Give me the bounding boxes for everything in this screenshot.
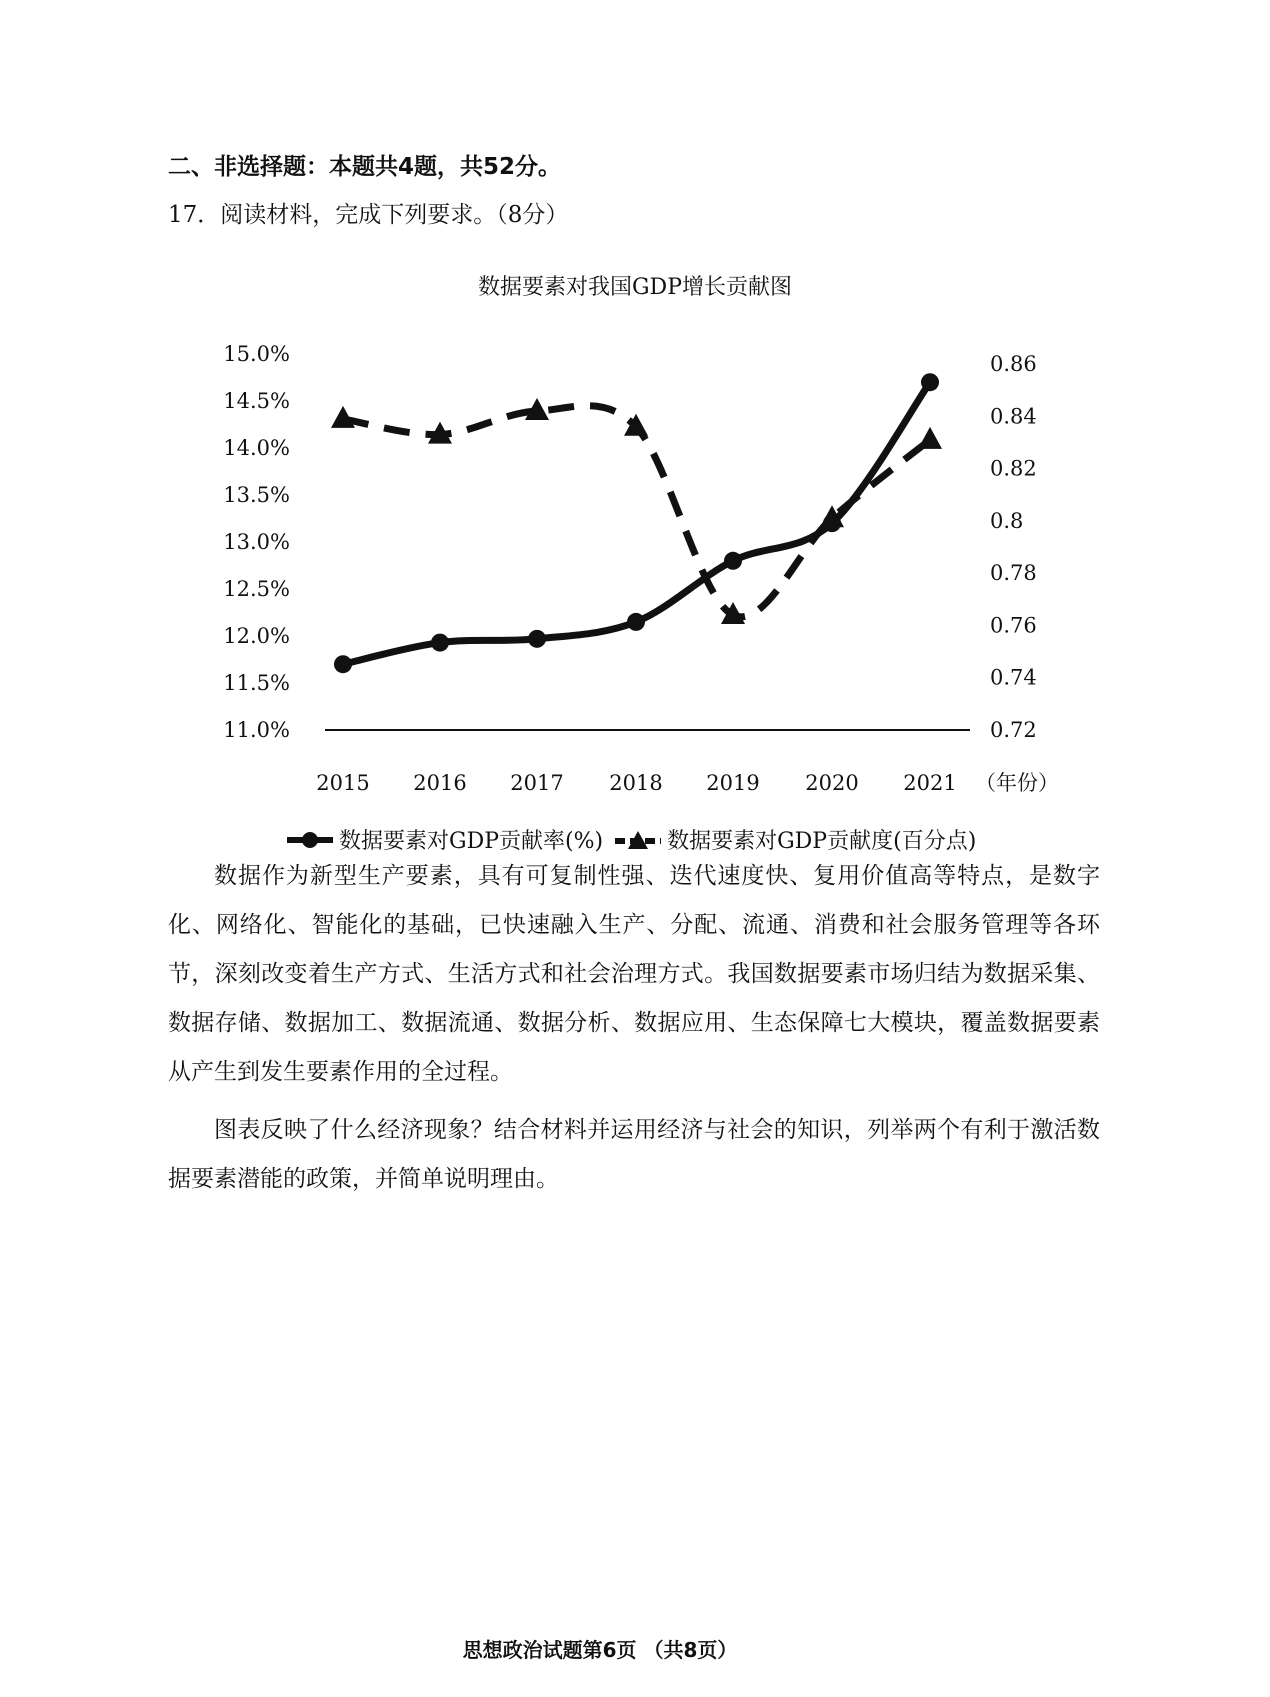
question-paragraph: 图表反映了什么经济现象？结合材料并运用经济与社会的知识，列举两个有利于激活数据要素潜能的政策，并简单说明理由。 [168,1117,1100,1192]
section-heading: 二、非选择题：本题共4题，共52分。 [168,154,562,180]
left-axis-tick-label: 11.5% [223,671,290,695]
left-axis-tick-label: 12.5% [223,577,290,601]
right-axis-tick-label: 0.78 [990,561,1037,586]
data-point-degree [918,427,942,449]
legend-item-rate [285,824,603,855]
data-point-rate [431,634,449,652]
x-axis-tick-label: 2018 [609,771,663,795]
data-point-rate [823,514,841,532]
left-axis-tick-label: 14.5% [223,389,290,413]
x-axis-tick-label: 2019 [706,771,760,795]
right-axis-tick-label: 0.74 [990,665,1037,690]
right-axis-tick-label: 0.84 [990,404,1037,429]
right-axis-tick-label: 0.72 [990,718,1037,742]
legend-label-degree: 数据要素对GDP贡献度(百分点) [667,829,977,854]
left-axis-tick-label: 11.0% [223,718,290,742]
x-axis-tick-label: 2020 [805,771,859,795]
data-point-degree [624,414,648,436]
data-point-rate [627,613,645,631]
data-point-rate [334,655,352,673]
right-axis-tick-label: 0.76 [990,613,1037,638]
legend-dashed-triangle-icon [613,829,663,851]
data-point-rate [528,630,546,648]
x-axis-tick-label: 2021 [903,771,957,795]
left-axis-tick-label: 13.0% [223,530,290,554]
left-axis-tick-label: 13.5% [223,483,290,507]
legend-label-rate: 数据要素对GDP贡献率(%) [339,829,604,854]
question-prompt: 17．阅读材料，完成下列要求。（8分） [168,202,569,228]
page-footer: 思想政治试题第6页 （共8页） [462,1638,738,1662]
data-point-degree [331,406,355,428]
x-axis-tick-label: 2017 [510,771,564,795]
x-axis-tick-label: 2015 [316,771,370,795]
right-axis-tick-label: 0.8 [990,508,1024,533]
chart-legend [285,824,986,855]
data-point-rate [724,552,742,570]
left-axis-tick-label: 12.0% [223,624,290,648]
chart [0,0,1200,795]
x-axis-unit-label: （年份） [975,771,1059,795]
right-axis-tick-label: 0.82 [990,456,1037,481]
left-axis-tick-label: 15.0% [223,342,290,366]
chart-title: 数据要素对我国GDP增长贡献图 [477,275,793,300]
left-axis-tick-label: 14.0% [223,436,290,460]
data-point-rate [921,373,939,391]
legend-solid-circle-icon [285,829,335,851]
x-axis-tick-label: 2016 [413,771,467,795]
material-paragraph: 数据作为新型生产要素，具有可复制性强、迭代速度快、复用价值高等特点，是数字化、网络化、智能化的基础，已快速融入生产、分配、流通、消费和社会服务管理等各环节，深刻改变着生产方式、生活方式和社会治理方式。我国数据要素市场归结为数据采集、数据存储、数据加工、数据流通、数据分析、数据应用、生态保障七大模块，覆盖数据要素从产生到发生要素作用的全过程。 [168,863,1100,1085]
legend-item-degree [613,824,976,855]
right-axis-tick-label: 0.86 [990,352,1037,376]
